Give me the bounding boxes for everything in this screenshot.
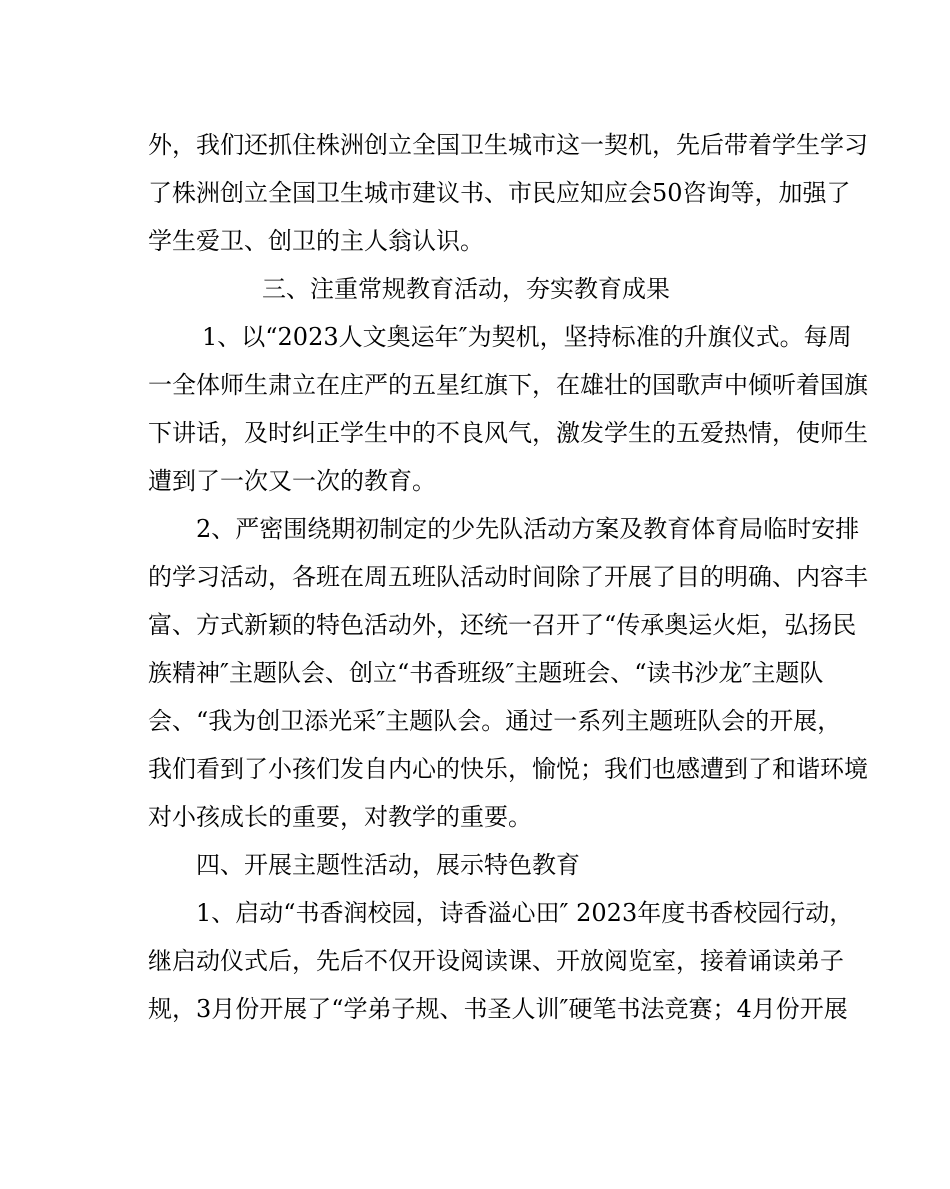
text-line: 规，3月份开展了“学弟子规、书圣人训″硬笔书法竞赛；4月份开展 bbox=[148, 995, 848, 1023]
paragraph-start: 1、以“2023人文奥运年″为契机，坚持标准的升旗仪式。每周 bbox=[202, 323, 852, 351]
text-line: 了株洲创立全国卫生城市建议书、市民应知应会50咨询等，加强了 bbox=[148, 179, 851, 207]
text-line: 外，我们还抓住株洲创立全国卫生城市这一契机，先后带着学生学习 bbox=[148, 131, 868, 159]
text-line: 一全体师生肃立在庄严的五星红旗下，在雄壮的国歌声中倾听着国旗 bbox=[148, 371, 868, 399]
text-line: 族精神″主题队会、创立“书香班级″主题班会、“读书沙龙″主题队 bbox=[148, 659, 824, 687]
text-line: 对小孩成长的重要，对教学的重要。 bbox=[148, 803, 532, 831]
section-heading-4: 四、开展主题性活动，展示特色教育 bbox=[196, 851, 580, 879]
document-body bbox=[148, 121, 868, 1033]
text-line: 富、方式新颖的特色活动外，还统一召开了“传承奥运火炬，弘扬民 bbox=[148, 611, 857, 639]
text-line: 遭到了一次又一次的教育。 bbox=[148, 467, 436, 495]
paragraph-start: 2、严密围绕期初制定的少先队活动方案及教育体育局临时安排 bbox=[196, 515, 860, 543]
text-line: 继启动仪式后，先后不仅开设阅读课、开放阅览室，接着诵读弟子 bbox=[148, 947, 844, 975]
text-line: 我们看到了小孩们发自内心的快乐，愉悦；我们也感遭到了和谐环境 bbox=[148, 755, 868, 783]
paragraph-start: 1、启动“书香润校园，诗香溢心田″ 2023年度书香校园行动， bbox=[196, 899, 854, 927]
text-line: 的学习活动，各班在周五班队活动时间除了开展了目的明确、内容丰 bbox=[148, 563, 868, 591]
text-line: 学生爱卫、创卫的主人翁认识。 bbox=[148, 227, 484, 255]
section-heading-3: 三、注重常规教育活动，夯实教育成果 bbox=[262, 275, 670, 303]
text-line: 会、“我为创卫添光采″主题队会。通过一系列主题班队会的开展， bbox=[148, 707, 842, 735]
text-line: 下讲话，及时纠正学生中的不良风气，激发学生的五爱热情，使师生 bbox=[148, 419, 868, 447]
